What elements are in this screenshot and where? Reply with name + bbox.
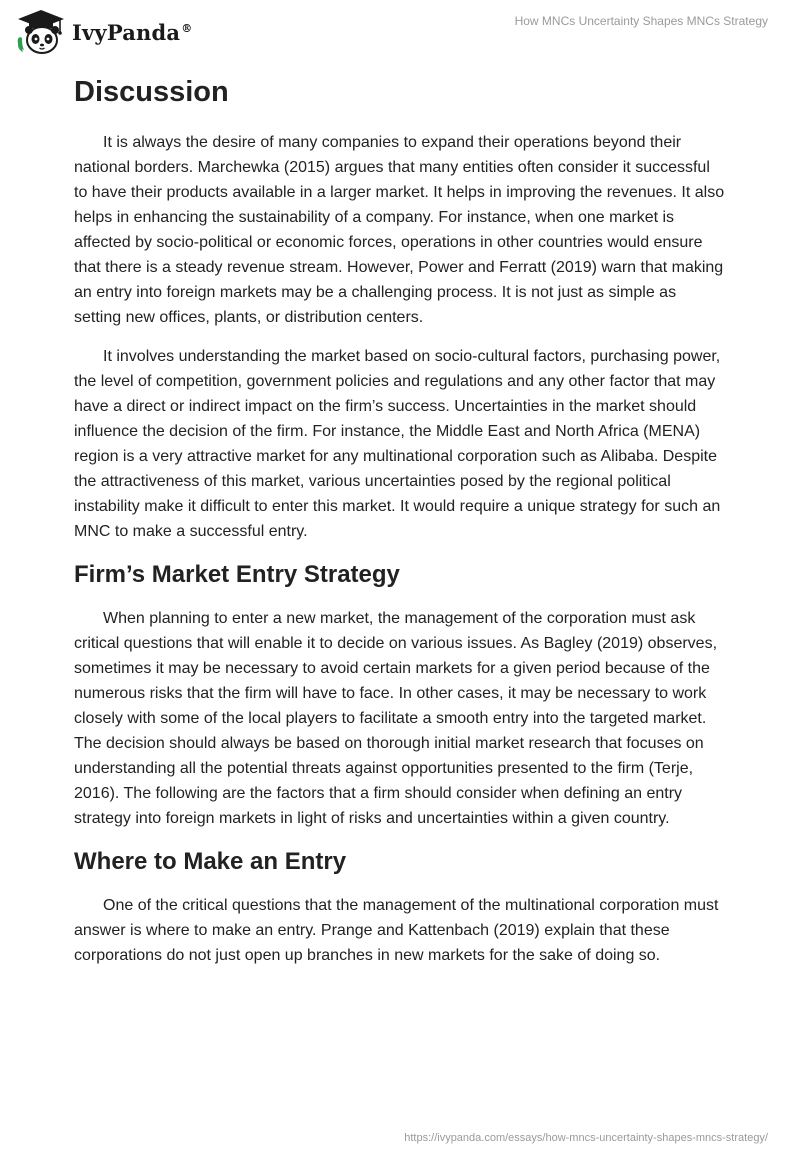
paragraph: It is always the desire of many companies to expand their operations beyond their national borders. Marchewka (2015) argues that many entities often consider it successful to have their products available in a larger market. It helps in improving the revenues. It also helps in enhancing the sustainability of a company. For instance, when one market is affected by socio-political or economic forces, operations in other countries would ensure that there is a steady revenue stream. However, Power and Ferratt (2019) warn that making an entry into foreign markets may be a challenging process. It is not just as simple as setting new offices, plants, or distribution centers.	[74, 134, 725, 326]
paragraph: One of the critical questions that the management of the multinational corporation must answer is where to make an entry. Prange and Kattenbach (2019) explain that these corporations do not just open up branches in new markets for the sake of doing so.	[74, 897, 719, 964]
brand-logo[interactable]	[14, 8, 192, 56]
page-header	[0, 0, 800, 60]
paragraph: When planning to enter a new market, the management of the corporation must ask critical questions that will enable it to decide on various issues. As Bagley (2019) observes, sometimes it may be necessary to avoid certain markets for a given period because of the numerous risks that the firm will have to face. In other cases, it may be necessary to work closely with some of the local players to facilitate a smooth entry into the targeted market. The decision should always be based on thorough initial market research that focuses on understanding all the potential threats against opportunities presented to the firm (Terje, 2016). The following are the factors that a firm should consider when defining an entry strategy into foreign markets in light of risks and uncertainties within a given country.	[74, 610, 718, 827]
article-body	[74, 70, 726, 982]
section-heading-where-to-enter: Where to Make an Entry	[74, 848, 347, 875]
section-heading-discussion: Discussion	[74, 76, 229, 108]
paragraph: It involves understanding the market based on socio-cultural factors, purchasing power, the level of competition, government policies and regulations and any other factor that may have a direct or indirect impact on the firm’s success. Uncertainties in the market should influence the decision of the firm. For instance, the Middle East and North Africa (MENA) region is a very attractive market for any multinational corporation such as Alibaba. Despite the attractiveness of this market, various uncertainties posed by the regional political instability make it difficult to enter this market. It would require a unique strategy for such an MNC to make a successful entry.	[74, 348, 721, 540]
brand-name: IvyPanda®	[72, 19, 193, 45]
document-title: How MNCs Uncertainty Shapes MNCs Strategy	[514, 14, 768, 28]
section-heading-market-entry-strategy: Firm’s Market Entry Strategy	[74, 561, 400, 588]
panda-graduate-icon	[14, 8, 68, 56]
source-url[interactable]: https://ivypanda.com/essays/how-mncs-uncertainty-shapes-mncs-strategy/	[404, 1132, 768, 1144]
